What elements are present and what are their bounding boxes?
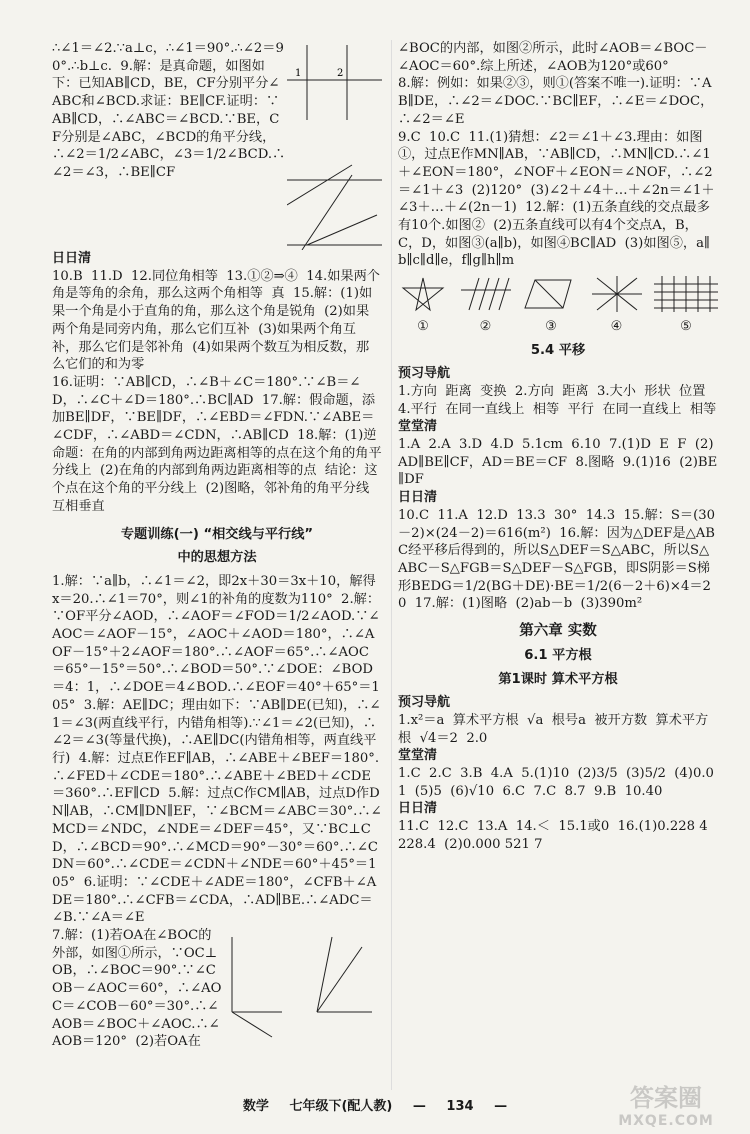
watermark-url: MXQE.COM xyxy=(618,1113,714,1129)
answer-block-r5: 10.C 11.A 12.D 13.3 30° 14.3 15.解：S＝(30－2)×(24－2)＝616(m²) 16.解：因为△DEF是△ABC经平移后得到的，所以S△DEF＝S△ABC，所以S△ABC－S△FGB＝S△DEF－S△FGB，即S阴影＝S梯形BEDG＝1/2(BG＋DE)·BE＝1/2(6－2＋6)×4＝20 17.解：(1)图略 (2)ab－b (3)390m² xyxy=(398,507,716,612)
figure-1 xyxy=(398,276,448,335)
section-6-1-title: 6.1 平方根 xyxy=(524,647,592,663)
left-column xyxy=(52,40,382,1051)
column-divider xyxy=(391,40,392,1090)
answer-block-5: 7.解：(1)若OA在∠BOC的外部，如图①所示，∵OC⊥OB，∴∠BOC＝90°.∵∠COB－∠AOC＝60°，∴∠AOC＝∠COB－60°＝30°.∴∠AOB＝∠BOC＋∠AOC.∴∠AOB＝120° (2)若OA在 xyxy=(52,928,222,1050)
figure-4-label: ④ xyxy=(610,318,623,334)
section-5-4-title: 5.4 平移 xyxy=(530,342,586,358)
answer-block-r2: 8.解：例如：如果②③，则①(答案不唯一).证明：∵AB∥DE，∴∠2＝∠DOC.∵BC∥EF，∴∠E＝∠DOC，∴∠2＝∠E xyxy=(398,76,714,127)
figure-2-label: ② xyxy=(479,318,492,334)
answer-block-3: 16.证明：∵AB∥CD，∴∠B＋∠C＝180°.∵∠B＝∠D，∴∠C＋∠D＝180°.∴BC∥AD 17.解：假命题，添加BE∥DF，∵BE∥DF，∴∠EBD＝∠FDN.∵∠ABE＝∠CDF，∴∠ABD＝∠CDN，∴AB∥CD 18.解：(1)逆命题：在角的内部到角两边距离相等的点在这个角的角平分线上 (2)在角的内部到角两边距离相等的点 结论：这个点在这个角的平分线上 (2)图略，邻补角的角平分线互相垂直 xyxy=(52,374,382,514)
page-number: 134 xyxy=(446,1099,474,1114)
answer-block-r8: 11.C 12.C 13.A 14.＜ 15.1或0 16.(1)0.228 4 228.4 (2)0.000 521 7 xyxy=(398,819,717,852)
svg-text:2: 2 xyxy=(337,68,344,79)
special-training-subtitle: 中的思想方法 xyxy=(177,550,257,566)
parallel-cross-figure xyxy=(461,276,511,312)
footer-dash-right: — xyxy=(494,1099,508,1114)
lesson-1-title: 第1课时 算术平方根 xyxy=(498,671,618,687)
answer-block-1: ∴∠1＝∠2.∵a⊥c，∴∠1＝90°.∴∠2＝90°.∴b⊥c. 9.解：是真命题，如图如下：已知AB∥CD，BE，CF分别平分∠ABC和∠BCD.求证：BE∥CF.证明：∵AB∥CD，∴∠ABC＝∠BCD.∵BE，CF分别是∠ABC，∠BCD的角平分线，∴∠2＝1/2∠ABC，∠3＝1/2∠BCD.∴∠2＝∠3，∴BE∥CF xyxy=(52,41,286,180)
footer-grade: 七年级下(配人教) xyxy=(289,1099,393,1114)
heading-yu-xi-dao-hang: 预习导航 xyxy=(398,366,451,382)
heading-yu-xi-dao-hang-2: 预习导航 xyxy=(398,695,451,711)
watermark-title: 答案圈 xyxy=(630,1084,702,1112)
star-figure xyxy=(398,276,448,312)
figure-3-label: ③ xyxy=(545,318,557,334)
heading-tang-tang-qing-2: 堂堂清 xyxy=(398,748,438,764)
figure-2 xyxy=(461,276,511,335)
figure-5-label: ⑤ xyxy=(680,318,692,334)
answer-block-r3: 1.方向 距离 变换 2.方向 距离 3.大小 形状 位置 4.平行 在同一直线上 相等 平行 在同一直线上 相等 xyxy=(398,383,717,417)
answer-block-r1: ∠BOC的内部，如图②所示，此时∠AOB＝∠BOC－∠AOC＝60°.综上所述，∠AOB为120°或60° xyxy=(398,41,708,74)
parallel-lines-figure xyxy=(287,40,382,250)
grid-lines-figure xyxy=(654,276,718,312)
answer-block-r4: 1.A 2.A 3.D 4.D 5.1cm 6.10 7.(1)D E F (2)AD∥BE∥CF，AD＝BE＝CF 8.图略 9.(1)16 (2)BE∥DF xyxy=(398,437,718,488)
figure-4 xyxy=(592,276,642,335)
svg-text:1: 1 xyxy=(295,68,302,79)
answer-block-2: 10.B 11.D 12.同位角相等 13.①②⇒④ 14.如果两个角是等角的余角，那么这两个角相等 真 15.解：(1)如果一个角是小于直角的角，那么这个角是锐角 (2)如果两个角是同旁内角，那么它们互补 (3)如果两个角互补，那么它们是邻补角 (4)如果两个数互为相反数，那么它们的和为零 xyxy=(52,268,380,373)
answer-block-4: 1.解：∵a∥b，∴∠1＝∠2，即2x＋30＝3x＋10，解得x＝20.∴∠1＝70°，则∠1的补角的度数为110° 2.解：∵OF平分∠AOD，∴∠AOF＝∠FOD＝1/2∠AOD.∵∠AOC＝∠AOF－15°，∠AOC＋∠AOD＝180°，∴∠AOF－15°＋2∠AOF＝180°.∴∠AOF＝65°.∴∠AOC＝65°－15°＝50°.∴∠BOD＝50°.∵∠DOE：∠BOD＝4：1，∴∠DOE＝4∠BOD.∴∠EOF＝40°＋65°＝105° 3.解：AE∥DC；理由如下：∵AB∥DE(已知)，∴∠1＝∠3(两直线平行，内错角相等).∵∠1＝∠2(已知)，∴∠2＝∠3(等量代换)，∴AE∥DC(内错角相等，两直线平行) 4.解：过点E作EF∥AB，∴∠ABE＋∠BEF＝180°.∴∠FED＋∠CDE＝180°.∴∠ABE＋∠BED＋∠CDE＝360°.∴EF∥CD 5.解：过点C作CM∥AB，过点D作DN∥AB，∴CM∥DN∥EF，∵∠BCM＝∠ABC＝30°.∴∠MCD＝∠NDC，∠NDE＝∠DEF＝45°，又∵BC⊥CD，∴∠BCD＝90°.∴∠MCD＝90°－30°＝60°.∴∠CDN＝60°.∴∠CDE＝∠CDN＋∠NDE＝60°＋45°＝105° 6.证明：∵∠CDE＋∠ADE＝180°，∠CFB＋∠ADE＝180°.∴∠CFB＝∠CDA，∴AD∥BE.∴∠ADC＝∠B.∵∠A＝∠E xyxy=(52,573,382,926)
footer-subject: 数学 xyxy=(242,1099,269,1114)
footer-dash-left: — xyxy=(412,1099,426,1114)
five-lines-figures xyxy=(398,276,718,335)
right-column xyxy=(398,40,718,854)
special-training-title: 专题训练(一) “相交线与平行线” xyxy=(120,526,314,542)
angle-figures xyxy=(222,927,382,1047)
answer-block-r2b: 9.C 10.C 11.(1)猜想：∠2＝∠1＋∠3.理由：如图①，过点E作MN∥AB，∵AB∥CD，∴MN∥CD.∴∠1＋∠EON＝180°，∠NOF＋∠EON＝∠NOF，∴∠2＝∠1＋∠3 (2)120° (3)∠2＋∠4＋…＋∠2n＝∠1＋∠3＋…＋∠(2n－1) 12.解：(1)五条直线的交点最多有10个.如图② (2)五条直线可以有4个交点A，B，C，D，如图③(a∥b)，如图④BC∥AD (3)如图⑤，a∥b∥c∥d∥e，f∥g∥h∥m xyxy=(398,129,715,269)
figure-1-label: ① xyxy=(417,318,429,334)
heading-tang-tang-qing: 堂堂清 xyxy=(398,419,438,435)
concurrent-lines-figure xyxy=(592,276,642,312)
figure-5 xyxy=(654,276,718,335)
watermark-logo xyxy=(596,1078,736,1128)
heading-ri-ri-qing: 日日清 xyxy=(398,490,438,506)
answer-block-r7: 1.C 2.C 3.B 4.A 5.(1)10 (2)3/5 (3)5/2 (4)0.01 (5)5 (6)√10 6.C 7.C 8.7 9.B 10.40 xyxy=(398,766,714,799)
heading-ri-ri-qing-2: 日日清 xyxy=(398,801,438,817)
figure-3 xyxy=(523,276,579,335)
trapezoid-figure xyxy=(523,276,579,312)
section-ri-ri-qing: 日日清 xyxy=(52,251,92,266)
chapter-6-title: 第六章 实数 xyxy=(519,623,597,640)
answer-block-r6: 1.x²＝a 算术平方根 √a 根号a 被开方数 算术平方根 √4＝2 2.0 xyxy=(398,712,709,746)
